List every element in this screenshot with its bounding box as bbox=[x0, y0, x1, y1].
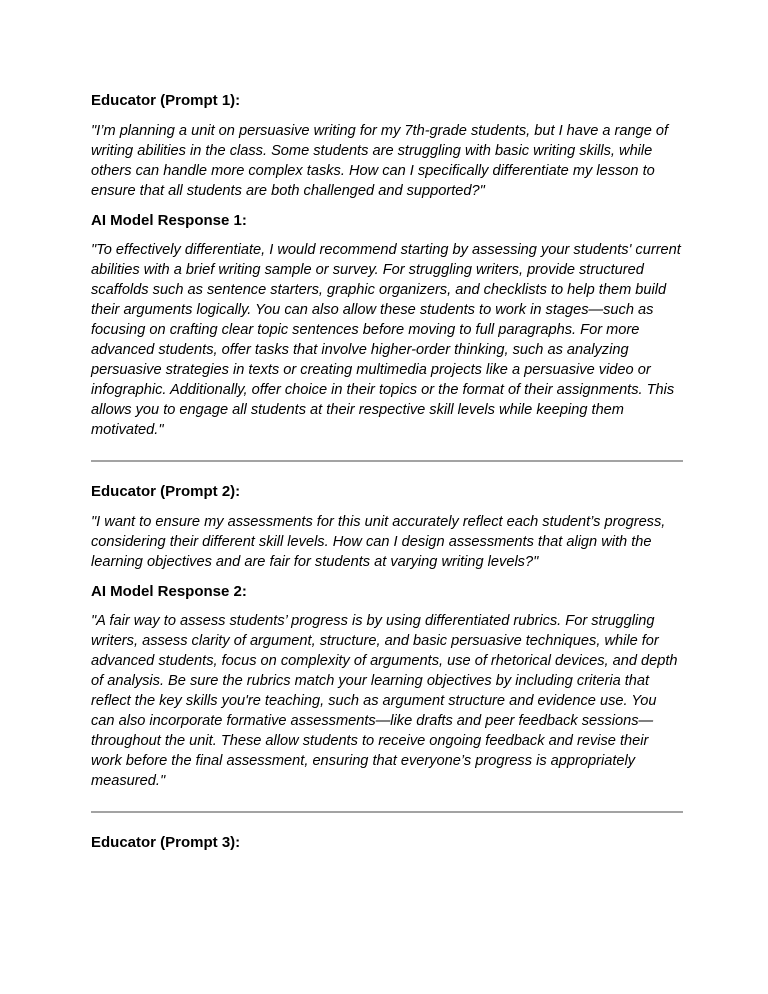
prompt-2-heading: Educator (Prompt 2): bbox=[91, 483, 241, 500]
response-2-text: "A fair way to assess students’ progress is by using differentiated rubrics. For struggling writers, assess clarity of argument, structure, and basic persuasive techniques, while for advanced students, focus on complexity of arguments, use of rhetorical devices, and depth of analysis. Be sure the rubrics match your learning objectives by including criteria that reflect the key skills you're teaching, such as argument structure and evidence use. You can also incorporate formative assessments—like drafts and peer feedback sessions—throughout the unit. These allow students to receive ongoing feedback and revise their work before the final assessment, ensuring that everyone’s progress is appropriately measured." bbox=[91, 613, 678, 789]
response-1-heading: AI Model Response 1: bbox=[91, 212, 247, 229]
response-2-heading: AI Model Response 2: bbox=[91, 583, 247, 600]
section-divider-1 bbox=[91, 460, 683, 462]
document-page bbox=[91, 91, 683, 852]
prompt-1-text: "I’m planning a unit on persuasive writing for my 7th-grade students, but I have a range of writing abilities in the class. Some students are struggling with basic writing skills, while others can handle more complex tasks. How can I specifically differentiate my lesson to ensure that all students are both challenged and supported?" bbox=[91, 123, 669, 199]
prompt-1-heading: Educator (Prompt 1): bbox=[91, 92, 241, 109]
prompt-3-heading: Educator (Prompt 3): bbox=[91, 834, 241, 851]
prompt-2-text: "I want to ensure my assessments for this unit accurately reflect each student’s progress, considering their different skill levels. How can I design assessments that align with the learning objectives and are fair for students at varying writing levels?" bbox=[91, 514, 666, 570]
section-divider-2 bbox=[91, 811, 683, 813]
response-1-text: "To effectively differentiate, I would recommend starting by assessing your students' current abilities with a brief writing sample or survey. For struggling writers, provide structured scaffolds such as sentence starters, graphic organizers, and checklists to help them build their arguments logically. You can also allow these students to work in stages—such as focusing on crafting clear topic sentences before moving to full paragraphs. For more advanced students, offer tasks that involve higher-order thinking, such as analyzing persuasive strategies in texts or creating multimedia projects like a persuasive video or infographic. Additionally, offer choice in their topics or the format of their assignments. This allows you to engage all students at their respective skill levels while keeping them motivated." bbox=[91, 242, 681, 438]
